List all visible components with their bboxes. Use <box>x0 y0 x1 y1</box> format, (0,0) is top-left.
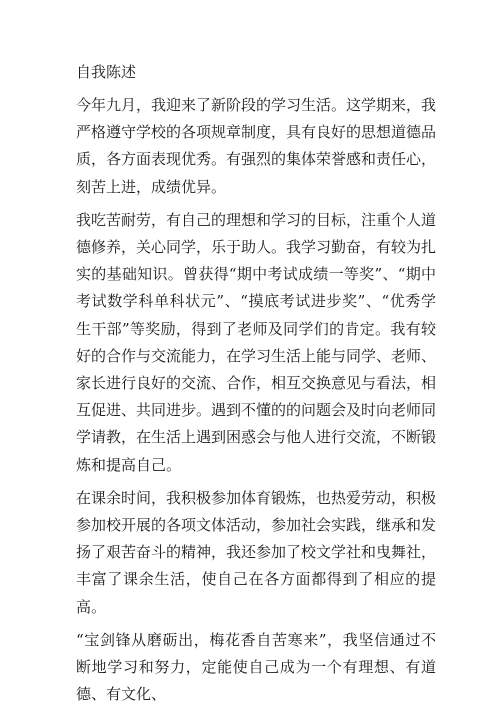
paragraph-4: “宝剑锋从磨砺出，梅花香自苦寒来”，我坚信通过不断地学习和努力，定能使自己成为一个有理想、有道德、有文化、 <box>76 630 436 704</box>
document-title: 自我陈述 <box>76 63 137 81</box>
document-body <box>76 62 436 714</box>
paragraph-1: 今年九月，我迎来了新阶段的学习生活。这学期来，我严格遵守学校的各项规章制度，具有良好的思想道德品质，各方面表现优秀。有强烈的集体荣誉感和责任心，刻苦上进，成绩优异。 <box>76 96 437 196</box>
paragraph-3: 在课余时间，我积极参加体育锻炼，也热爱劳动，积极参加校开展的各项文体活动，参加社会实践，继承和发扬了艰苦奋斗的精神，我还参加了校文学社和曳舞社，丰富了课余生活，使自己在各方面都得到了相应的提高。 <box>76 488 437 616</box>
paragraph-2: 我吃苦耐劳，有自己的理想和学习的目标，注重个人道德修养，关心同学，乐于助人。我学习勤奋，有较为扎实的基础知识。曾获得“期中考试成绩一等奖”、“期中考试数学科单科状元”、“摸底考试进步奖”、“优秀学生干部”等奖励，得到了老师及同学们的肯定。我有较好的合作与交流能力，在学习生活上能与同学、老师、家长进行良好的交流、合作，相互交换意见与看法，相互促进、共同进步。遇到不懂的的问题会及时向老师同学请教，在生活上遇到困惑会与他人进行交流，不断锻炼和提高自己。 <box>76 210 437 474</box>
